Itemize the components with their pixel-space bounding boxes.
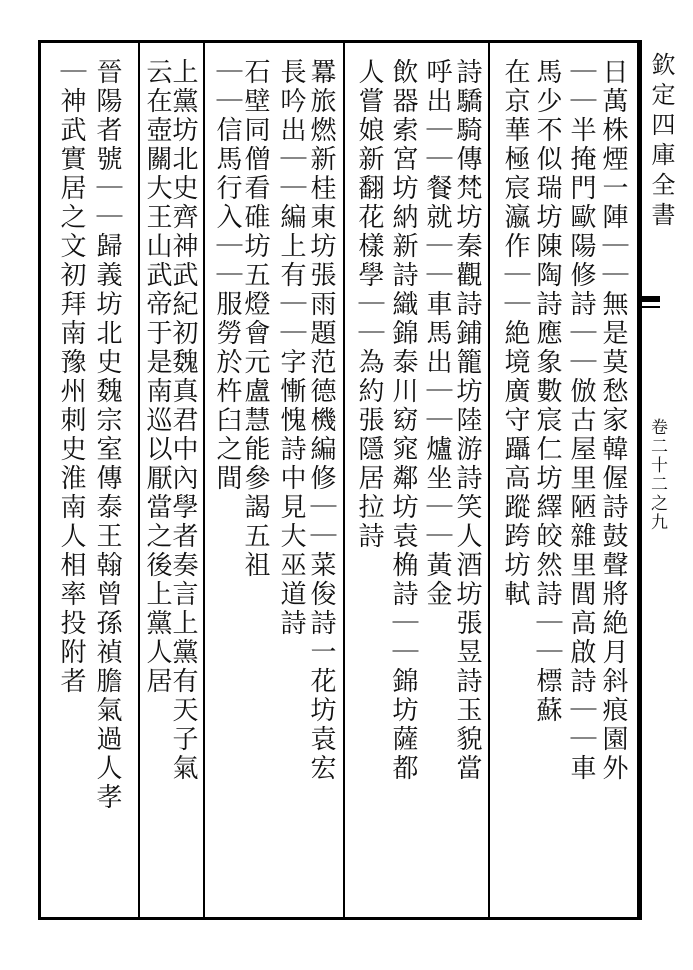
text-column: ｜｜半掩門歐陽修詩｜｜倣古屋里陋雜里閭高啟詩｜｜車 [566, 58, 596, 783]
column-rule [203, 40, 205, 920]
text-column: 馬少不似瑞坊陳陶詩應象數宸仁坊繹皎然詩｜｜標蘇 [532, 58, 562, 725]
header-divider-lower [640, 306, 660, 308]
text-column: 人嘗娘新翻花樣學｜｜為約張隱居拉詩 [354, 58, 384, 551]
column-rule [343, 40, 345, 920]
juan-number: 卷二十二之九 [647, 418, 667, 532]
text-column: 云在壺關大王山武帝于是南巡以厭當之後上黨人居 [142, 58, 172, 696]
text-column: 在京華極宸瀛作｜｜絶境廣守躡高蹤跨坊軾 [500, 58, 530, 609]
text-column: 石壁同僧看碓坊五燈會元盧慧能參謁五祖 [240, 58, 270, 580]
text-column: 飲器索宮坊納新詩織錦泰川窈窕鄰坊袁桷詩｜｜錦坊薩都 [388, 58, 418, 783]
text-column: 上黨坊北史齊神武紀初魏真君中內學者奏言上黨有天子氣 [168, 58, 198, 783]
book-title: 欽定四庫全書 [647, 52, 675, 232]
header-rule [640, 40, 642, 920]
text-column: 日萬株煙一陣｜｜無是莫愁家韓偓詩鼓聲將絶月斜痕園外 [598, 58, 628, 783]
text-column: 羃旅燃新桂東坊張雨題范德機編修｜｜菜俊詩一花坊袁宏 [306, 58, 336, 783]
text-column: 長吟出｜｜編上有｜｜字慚愧詩中見大巫道詩 [276, 58, 306, 638]
header-divider [640, 296, 660, 302]
text-column: ｜神武實居之文初拜南豫州刺史淮南人相率投附者 [56, 58, 86, 696]
text-column: 詩驕騎傳梵坊秦觀詩鋪籠坊陸游詩笑人酒坊張昱詩玉貌當 [452, 58, 482, 783]
column-rule [488, 40, 490, 920]
text-column: 晉陽者號｜｜歸義坊北史魏宗室傳泰王翰曾孫禎膽氣過人孝 [92, 58, 122, 812]
column-rule [138, 40, 140, 920]
text-column: ｜｜信馬行入｜｜服勞於杵臼之間 [212, 58, 242, 493]
text-column: 呼出｜｜餐就｜｜車馬出｜｜爐坐｜｜黃金 [422, 58, 452, 609]
